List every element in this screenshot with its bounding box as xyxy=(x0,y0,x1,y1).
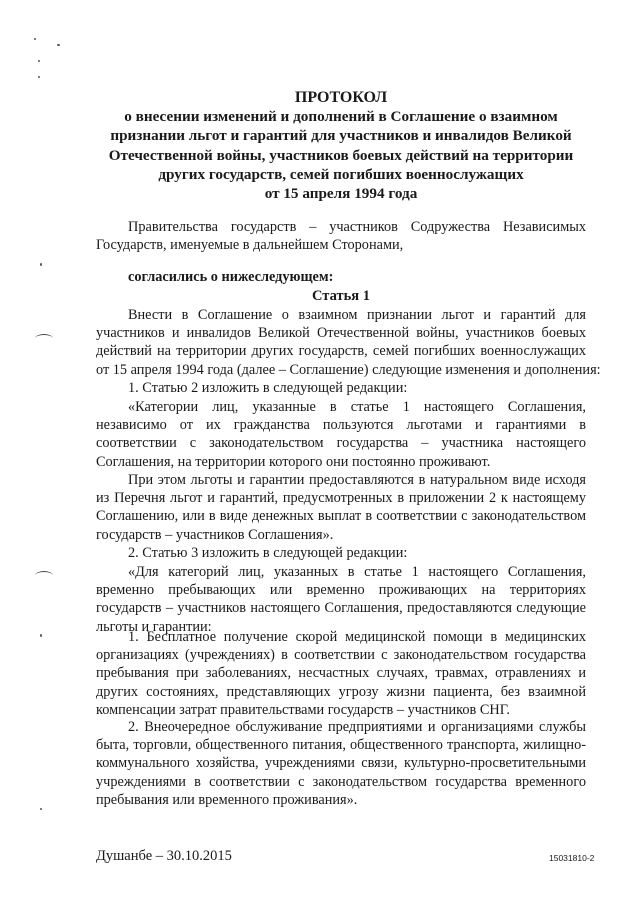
text-line: временно пребывающих или временно проживающих на территориях xyxy=(96,582,586,599)
scan-dot xyxy=(40,634,42,637)
text-line: участников и инвалидов Великой Отечественной войны, участников боевых xyxy=(96,325,586,342)
text-line: государств – участников настоящего Соглашения, предоставляются следующие xyxy=(96,600,586,617)
title-line: от 15 апреля 1994 года xyxy=(264,185,418,203)
scan-dot xyxy=(38,76,40,78)
text-line: других состояниях, представляющих угрозу жизни пациента, без взаимной xyxy=(96,683,586,700)
text-line: согласились о нижеследующем: xyxy=(128,269,334,285)
text-line: учреждениями в соответствии с законодательством государства временного xyxy=(96,773,586,790)
title-line: других государств, семей погибших военнослужащих xyxy=(158,165,524,183)
text-line: соответствии с законодательством государства – участника настоящего xyxy=(96,435,586,452)
subitem-2 xyxy=(96,718,586,809)
subitem-1 xyxy=(96,628,586,719)
place-date: Душанбе – 30.10.2015 xyxy=(96,848,232,864)
text-line: организациях (учреждениях) в соответствии с законодательством государства xyxy=(96,647,586,664)
text-line: пребывания при заболеваниях, несчастных случаях, травмах, отравлениях и xyxy=(96,665,586,682)
title-line: о внесении изменений и дополнений в Соглашение о взаимном xyxy=(124,108,558,126)
title-line: признании льгот и гарантий для участников и инвалидов Великой xyxy=(110,127,572,145)
preamble xyxy=(96,218,586,254)
text-line: Соглашения, на территории которого они постоянно проживают. xyxy=(96,453,491,470)
intro-paragraph xyxy=(96,306,601,379)
scan-dot xyxy=(34,38,36,40)
text-line: Государств, именуемые в дальнейшем Сторонами, xyxy=(96,237,404,254)
item2-heading xyxy=(96,544,586,562)
text-line: действий на территории других государств, семей погибших военнослужащих xyxy=(96,343,586,360)
text-line: «Категории лиц, указанные в статье 1 настоящего Соглашения, xyxy=(128,399,586,415)
text-line: быта, торговли, общественного питания, общественного транспорта, жилищно- xyxy=(96,737,586,754)
scan-dot xyxy=(40,808,42,810)
text-line: льготы и гарантии: xyxy=(96,618,212,635)
text-line: При этом льготы и гарантии предоставляются в натуральном виде исходя xyxy=(128,472,586,488)
text-line: 1. Статью 2 изложить в следующей редакции: xyxy=(128,380,408,396)
text-line: «Для категорий лиц, указанных в статье 1 настоящего Соглашения, xyxy=(128,564,586,580)
text-line: из Перечня льгот и гарантий, предусмотренных в приложении 2 к настоящему xyxy=(96,490,586,507)
text-line: пребывания или временного проживания». xyxy=(96,791,358,808)
document-title xyxy=(96,88,586,203)
title-line: Отечественной войны, участников боевых действий на территории xyxy=(108,146,574,164)
document-code: 15031810-2 xyxy=(549,853,595,863)
item1-additional xyxy=(96,471,586,544)
punch-hole-mark xyxy=(35,334,53,343)
item1-heading xyxy=(96,379,586,397)
text-line: Соглашению, или в виде денежных выплат в соответствии с законодательством xyxy=(96,508,586,525)
text-line: компенсации затрат правительствами государств – участников СНГ. xyxy=(96,701,510,718)
scan-dot xyxy=(40,263,42,266)
punch-hole-mark xyxy=(35,571,53,580)
text-line: 2. Внеочередное обслуживание предприятиями и организациями службы xyxy=(128,719,586,735)
text-line: независимо от их гражданства пользуются льготами и гарантиями в xyxy=(96,417,586,434)
item1-quote xyxy=(96,398,586,471)
scan-dot xyxy=(57,44,60,46)
text-line: государств – участников Соглашения». xyxy=(96,526,334,543)
text-line: от 15 апреля 1994 года (далее – Соглашение) следующие изменения и дополнения: xyxy=(96,361,601,378)
item2-quote xyxy=(96,563,586,636)
text-line: 2. Статью 3 изложить в следующей редакции: xyxy=(128,545,408,561)
agreed-heading xyxy=(96,268,586,286)
title-main: ПРОТОКОЛ xyxy=(294,89,388,106)
scan-dot xyxy=(38,60,40,62)
text-line: Внести в Соглашение о взаимном признании льгот и гарантий для xyxy=(128,307,586,323)
article-heading: Статья 1 xyxy=(312,288,370,304)
text-line: 1. Бесплатное получение скорой медицинской помощи в медицинских xyxy=(128,629,586,645)
text-line: Правительства государств – участников Содружества Независимых xyxy=(128,219,586,235)
text-line: коммунального хозяйства, учреждениями связи, культурно-просветительными xyxy=(96,755,586,772)
